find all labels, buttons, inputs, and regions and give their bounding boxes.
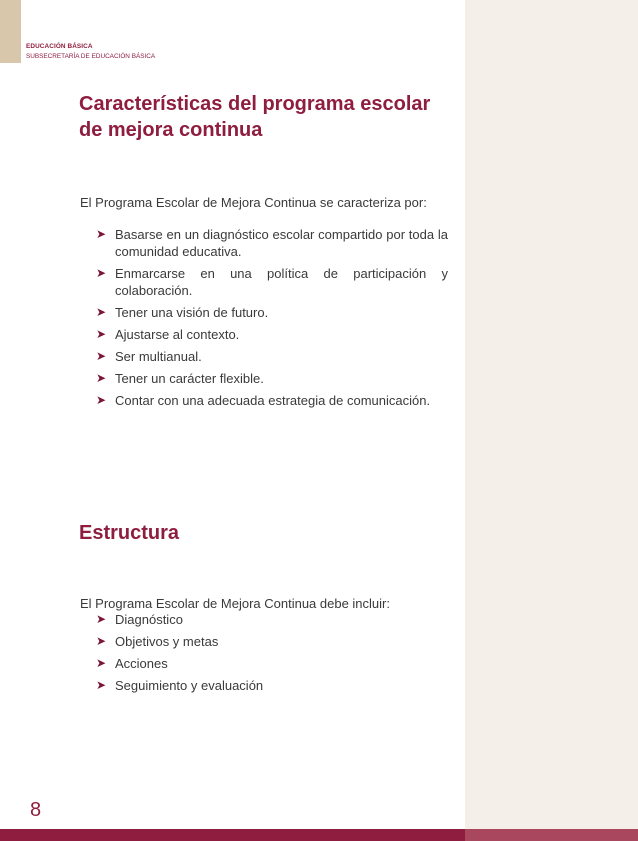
list-item [96, 265, 448, 299]
footer-bar-side [465, 829, 638, 841]
header-title: EDUCACIÓN BÁSICA [26, 43, 93, 50]
list-item-text: Seguimiento y evaluación [115, 678, 264, 693]
list-item-text: Acciones [115, 656, 168, 671]
list-item-text: Enmarcarse en una política de participación y colaboración. [115, 266, 448, 298]
arrowhead-bullet-icon: ➤ [96, 371, 107, 385]
page-number: 8 [30, 799, 42, 821]
corner-tab [0, 0, 21, 63]
list-item-text: Contar con una adecuada estrategia de comunicación. [115, 393, 431, 408]
characteristics-list [96, 226, 448, 414]
arrowhead-bullet-icon: ➤ [96, 678, 107, 692]
structure-intro: El Programa Escolar de Mejora Continua debe incluir: [80, 596, 390, 611]
arrowhead-bullet-icon: ➤ [96, 266, 107, 280]
section-title-structure: Estructura [79, 522, 180, 544]
list-item [96, 226, 448, 260]
list-item [96, 370, 448, 387]
arrowhead-bullet-icon: ➤ [96, 634, 107, 648]
arrowhead-bullet-icon: ➤ [96, 656, 107, 670]
structure-list [96, 611, 448, 699]
section-title-characteristics: Características del programa escolar de mejora continua [79, 93, 431, 141]
side-panel [465, 0, 638, 829]
running-header [26, 43, 155, 61]
arrowhead-bullet-icon: ➤ [96, 227, 107, 241]
arrowhead-bullet-icon: ➤ [96, 612, 107, 626]
list-item [96, 326, 448, 343]
list-item-text: Ajustarse al contexto. [115, 327, 240, 342]
list-item [96, 611, 448, 628]
list-item [96, 348, 448, 365]
list-item-text: Ser multianual. [115, 349, 202, 364]
list-item [96, 392, 448, 409]
list-item-text: Basarse en un diagnóstico escolar compartido por toda la comunidad educativa. [115, 227, 448, 259]
arrowhead-bullet-icon: ➤ [96, 305, 107, 319]
list-item-text: Diagnóstico [115, 612, 183, 627]
arrowhead-bullet-icon: ➤ [96, 349, 107, 363]
list-item-text: Objetivos y metas [115, 634, 219, 649]
header-subtitle: SUBSECRETARÍA DE EDUCACIÓN BÁSICA [26, 53, 156, 60]
footer-bar [0, 829, 465, 841]
list-item-text: Tener un carácter flexible. [115, 371, 264, 386]
characteristics-intro: El Programa Escolar de Mejora Continua se caracteriza por: [80, 195, 427, 210]
list-item [96, 655, 448, 672]
list-item-text: Tener una visión de futuro. [115, 305, 269, 320]
list-item [96, 304, 448, 321]
list-item [96, 633, 448, 650]
arrowhead-bullet-icon: ➤ [96, 393, 107, 407]
list-item [96, 677, 448, 694]
arrowhead-bullet-icon: ➤ [96, 327, 107, 341]
